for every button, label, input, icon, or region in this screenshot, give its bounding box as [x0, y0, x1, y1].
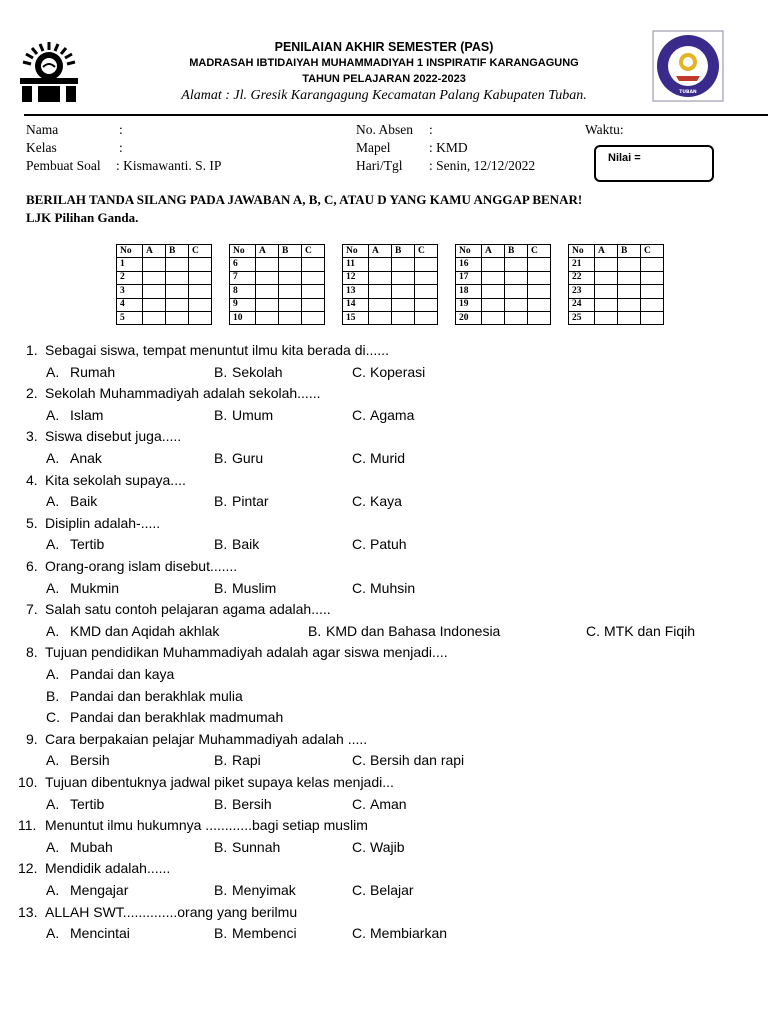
option-letter[interactable]: B.	[214, 536, 228, 553]
svg-text:TUBAN: TUBAN	[679, 90, 697, 95]
option-letter[interactable]: B.	[214, 363, 228, 380]
answer-cell[interactable]	[595, 285, 618, 298]
instruction-text: BERILAH TANDA SILANG PADA JAWABAN A, B, C, ATAU D YANG KAMU ANGGAP BENAR!	[26, 192, 583, 207]
exam-title: PENILAIAN AKHIR SEMESTER (PAS)	[274, 40, 494, 54]
answer-table-header: C	[641, 245, 664, 258]
nilai-label: Nilai =	[608, 152, 641, 164]
option-letter[interactable]: C.	[586, 622, 600, 639]
option-text[interactable]: Membiarkan	[370, 925, 448, 942]
answer-cell[interactable]	[369, 271, 392, 284]
answer-table-header: B	[505, 245, 528, 258]
answer-cell[interactable]	[256, 271, 279, 284]
answer-cell[interactable]	[595, 311, 618, 324]
answer-cell[interactable]	[415, 311, 438, 324]
option-letter[interactable]: A.	[46, 622, 60, 639]
answer-cell[interactable]	[189, 271, 212, 284]
waktu-label: Waktu:	[585, 122, 624, 137]
nama-field[interactable]: :	[119, 122, 123, 137]
answer-cell[interactable]	[641, 298, 664, 311]
answer-row	[456, 258, 551, 271]
mapel-label: Mapel	[356, 140, 391, 155]
answer-cell[interactable]	[256, 285, 279, 298]
answer-table-header: No	[569, 245, 595, 258]
option-letter[interactable]: B.	[214, 925, 228, 942]
option-letter[interactable]: B.	[214, 579, 228, 596]
answer-row	[456, 298, 551, 311]
answer-table-header: A	[595, 245, 618, 258]
option-letter[interactable]: A.	[46, 882, 60, 898]
answer-number: 6	[230, 258, 256, 271]
option-text[interactable]: Anak	[70, 450, 102, 466]
answer-number: 17	[456, 271, 482, 284]
answer-cell[interactable]	[528, 258, 551, 271]
answer-table-header: A	[143, 245, 166, 258]
option-text[interactable]: Pandai dan kaya	[70, 666, 175, 682]
option-letter[interactable]: C.	[352, 752, 366, 769]
option-text[interactable]: Guru	[232, 450, 264, 466]
answer-cell[interactable]	[302, 298, 325, 311]
option-text[interactable]: Baik	[70, 493, 98, 510]
answer-number: 22	[569, 271, 595, 284]
answer-row	[569, 271, 664, 284]
answer-table-3	[342, 244, 438, 325]
answer-cell[interactable]	[505, 298, 528, 311]
question-number: 6.	[26, 558, 38, 574]
answer-table-header: C	[302, 245, 325, 258]
answer-cell[interactable]	[143, 285, 166, 298]
absen-label: No. Absen	[356, 122, 413, 137]
answer-row	[569, 298, 664, 311]
option-letter[interactable]: A.	[46, 536, 60, 553]
option-letter[interactable]: A.	[46, 752, 60, 769]
answer-cell[interactable]	[528, 298, 551, 311]
answer-number: 20	[456, 311, 482, 324]
answer-cell[interactable]	[166, 298, 189, 311]
question-number: 10.	[18, 774, 38, 790]
option-text[interactable]: Sunnah	[232, 838, 281, 855]
answer-table-header: A	[369, 245, 392, 258]
answer-cell[interactable]	[302, 285, 325, 298]
nama-label: Nama	[26, 122, 59, 137]
answer-cell[interactable]	[189, 298, 212, 311]
option-letter[interactable]: A.	[46, 450, 60, 466]
option-text[interactable]: Menyimak	[232, 882, 296, 898]
answer-cell[interactable]	[482, 285, 505, 298]
option-text[interactable]: Tertib	[70, 795, 105, 812]
answer-cell[interactable]	[505, 258, 528, 271]
question-number: 4.	[26, 471, 38, 488]
answer-number: 1	[117, 258, 143, 271]
option-text[interactable]: KMD dan Aqidah akhlak	[70, 622, 220, 639]
answer-cell[interactable]	[482, 271, 505, 284]
answer-number: 10	[230, 311, 256, 324]
answer-cell[interactable]	[618, 298, 641, 311]
answer-row	[230, 271, 325, 284]
answer-row	[343, 271, 438, 284]
answer-cell[interactable]	[482, 298, 505, 311]
question-text: Sebagai siswa, tempat menuntut ilmu kita berada di......	[45, 342, 389, 358]
option-text[interactable]: Sekolah	[232, 363, 283, 380]
option-letter[interactable]: C.	[352, 406, 366, 423]
question-number: 5.	[26, 514, 38, 531]
option-text[interactable]: Muhsin	[370, 579, 416, 596]
answer-row	[117, 298, 212, 311]
answer-row	[569, 311, 664, 324]
answer-table-1	[116, 244, 212, 325]
school-address: Alamat : Jl. Gresik Karangagung Kecamatan Palang Kabupaten Tuban.	[181, 88, 587, 103]
answer-cell[interactable]	[528, 271, 551, 284]
question-number: 13.	[18, 903, 38, 920]
option-letter[interactable]: C.	[352, 795, 366, 812]
question-text: Sekolah Muhammadiyah adalah sekolah......	[45, 385, 321, 402]
answer-table-header: A	[256, 245, 279, 258]
answer-cell[interactable]	[415, 271, 438, 284]
option-text[interactable]: Muslim	[232, 579, 277, 596]
option-letter[interactable]: C.	[352, 925, 366, 942]
answer-cell[interactable]	[392, 311, 415, 324]
answer-row	[343, 298, 438, 311]
school-badge-icon	[652, 30, 724, 102]
answer-row	[343, 311, 438, 324]
option-text[interactable]: Membenci	[232, 925, 297, 942]
answer-table-header: B	[279, 245, 302, 258]
option-text[interactable]: Rumah	[70, 363, 116, 380]
answer-table-5	[568, 244, 664, 325]
question-number: 12.	[18, 860, 38, 877]
answer-cell[interactable]	[279, 271, 302, 284]
option-text[interactable]: Islam	[70, 406, 104, 423]
answer-cell[interactable]	[392, 258, 415, 271]
answer-row	[343, 258, 438, 271]
option-text[interactable]: Tertib	[70, 536, 105, 553]
option-letter[interactable]: B.	[214, 493, 228, 510]
answer-cell[interactable]	[415, 258, 438, 271]
answer-cell[interactable]	[166, 258, 189, 271]
answer-table-header: C	[415, 245, 438, 258]
answer-cell[interactable]	[302, 311, 325, 324]
option-letter[interactable]: B.	[214, 752, 228, 769]
answer-table-4	[455, 244, 551, 325]
answer-cell[interactable]	[143, 298, 166, 311]
answer-number: 7	[230, 271, 256, 284]
option-text[interactable]: Kaya	[370, 493, 402, 510]
question-text: Salah satu contoh pelajaran agama adalah.....	[45, 601, 331, 618]
answer-row	[456, 271, 551, 284]
answer-number: 15	[343, 311, 369, 324]
kelas-field[interactable]: :	[119, 140, 123, 155]
answer-table-header: B	[392, 245, 415, 258]
answer-cell[interactable]	[166, 271, 189, 284]
option-letter[interactable]: B.	[214, 406, 228, 423]
option-letter[interactable]: A.	[46, 666, 60, 682]
answer-cell[interactable]	[595, 298, 618, 311]
option-letter[interactable]: A.	[46, 363, 60, 380]
option-letter[interactable]: B.	[214, 450, 228, 466]
answer-table-header: B	[166, 245, 189, 258]
question-number: 1.	[26, 342, 38, 358]
answer-cell[interactable]	[641, 271, 664, 284]
answer-row	[117, 258, 212, 271]
question-text: Menuntut ilmu hukumnya ............bagi setiap muslim	[45, 817, 368, 834]
answer-cell[interactable]	[415, 285, 438, 298]
question-text: Tujuan dibentuknya jadwal piket supaya kelas menjadi...	[45, 774, 394, 790]
answer-table-header: No	[117, 245, 143, 258]
answer-cell[interactable]	[505, 271, 528, 284]
school-name: MADRASAH IBTIDAIYAH MUHAMMADIYAH 1 INSPIRATIF KARANGAGUNG	[189, 57, 579, 69]
answer-cell[interactable]	[166, 285, 189, 298]
option-text[interactable]: Mencintai	[70, 925, 130, 942]
answer-cell[interactable]	[189, 258, 212, 271]
header-rule	[24, 114, 768, 116]
answer-cell[interactable]	[618, 258, 641, 271]
option-letter[interactable]: C.	[352, 882, 366, 898]
answer-number: 12	[343, 271, 369, 284]
option-text[interactable]: Mubah	[70, 838, 113, 855]
option-text[interactable]: Baik	[232, 536, 260, 553]
option-text[interactable]: Umum	[232, 406, 274, 423]
option-letter[interactable]: B.	[46, 687, 60, 704]
question-text: Siswa disebut juga.....	[45, 428, 182, 445]
option-letter[interactable]: C.	[352, 536, 366, 553]
answer-table-header: C	[528, 245, 551, 258]
question-number: 2.	[26, 385, 38, 402]
option-text[interactable]: Pandai dan berakhlak madmumah	[70, 709, 284, 726]
answer-row	[117, 271, 212, 284]
answer-cell[interactable]	[166, 311, 189, 324]
question-number: 11.	[18, 817, 37, 834]
pembuat-label: Pembuat Soal	[26, 158, 101, 173]
answer-cell[interactable]	[392, 271, 415, 284]
question-text: ALLAH SWT..............orang yang berilmu	[45, 903, 298, 920]
option-text[interactable]: Agama	[370, 406, 415, 423]
answer-table-header: A	[482, 245, 505, 258]
option-text[interactable]: Wajib	[370, 838, 405, 855]
option-text[interactable]: Belajar	[370, 882, 414, 898]
answer-table-header: C	[189, 245, 212, 258]
option-text[interactable]: Pandai dan berakhlak mulia	[70, 687, 243, 704]
answer-row	[343, 285, 438, 298]
answer-cell[interactable]	[482, 311, 505, 324]
answer-row	[117, 311, 212, 324]
answer-cell[interactable]	[595, 258, 618, 271]
option-text[interactable]: KMD dan Bahasa Indonesia	[326, 622, 501, 639]
option-text[interactable]: Patuh	[370, 536, 407, 553]
answer-table-2	[229, 244, 325, 325]
mapel-value: : KMD	[429, 140, 468, 155]
option-text[interactable]: Bersih	[70, 752, 110, 769]
answer-number: 4	[117, 298, 143, 311]
answer-cell[interactable]	[279, 298, 302, 311]
answer-number: 2	[117, 271, 143, 284]
answer-table-header: No	[456, 245, 482, 258]
question-text: Kita sekolah supaya....	[45, 471, 186, 488]
question-number: 9.	[26, 730, 38, 747]
option-letter[interactable]: B.	[214, 882, 228, 898]
answer-number: 5	[117, 311, 143, 324]
answer-cell[interactable]	[302, 258, 325, 271]
question-number: 8.	[26, 644, 38, 661]
answer-number: 9	[230, 298, 256, 311]
option-letter[interactable]: A.	[46, 406, 60, 423]
absen-field[interactable]: :	[429, 122, 433, 137]
option-letter[interactable]: A.	[46, 838, 60, 855]
option-letter[interactable]: C.	[352, 579, 366, 596]
question-text: Disiplin adalah-.....	[45, 514, 161, 531]
answer-number: 23	[569, 285, 595, 298]
answer-cell[interactable]	[302, 271, 325, 284]
answer-cell[interactable]	[369, 258, 392, 271]
option-letter[interactable]: C.	[352, 363, 366, 380]
answer-number: 25	[569, 311, 595, 324]
answer-cell[interactable]	[505, 285, 528, 298]
answer-number: 3	[117, 285, 143, 298]
option-letter[interactable]: C.	[352, 838, 366, 855]
answer-cell[interactable]	[256, 258, 279, 271]
answer-number: 18	[456, 285, 482, 298]
option-letter[interactable]: A.	[46, 493, 60, 510]
option-text[interactable]: Bersih	[232, 795, 272, 812]
answer-cell[interactable]	[189, 311, 212, 324]
answer-cell[interactable]	[641, 311, 664, 324]
answer-number: 13	[343, 285, 369, 298]
option-letter[interactable]: B.	[308, 622, 322, 639]
question-text: Orang-orang islam disebut.......	[45, 558, 238, 574]
answer-row	[569, 285, 664, 298]
answer-number: 11	[343, 258, 369, 271]
answer-number: 8	[230, 285, 256, 298]
answer-cell[interactable]	[595, 271, 618, 284]
option-letter[interactable]: C.	[352, 493, 366, 510]
answer-cell[interactable]	[143, 258, 166, 271]
answer-cell[interactable]	[369, 285, 392, 298]
answer-number: 16	[456, 258, 482, 271]
question-text: Mendidik adalah......	[45, 860, 171, 877]
answer-table-header: B	[618, 245, 641, 258]
answer-number: 24	[569, 298, 595, 311]
option-text[interactable]: Aman	[370, 795, 407, 812]
school-year: TAHUN PELAJARAN 2022-2023	[302, 73, 466, 85]
answer-cell[interactable]	[189, 285, 212, 298]
hari-value: : Senin, 12/12/2022	[429, 158, 536, 173]
option-letter[interactable]: A.	[46, 795, 60, 812]
question-number: 3.	[26, 428, 38, 445]
option-text[interactable]: Bersih dan rapi	[370, 752, 465, 769]
question-text: Tujuan pendidikan Muhammadiyah adalah agar siswa menjadi....	[45, 644, 448, 661]
option-text[interactable]: Mukmin	[70, 579, 120, 596]
answer-number: 21	[569, 258, 595, 271]
answer-cell[interactable]	[392, 298, 415, 311]
answer-cell[interactable]	[528, 285, 551, 298]
option-text[interactable]: Murid	[370, 450, 406, 466]
option-letter[interactable]: B.	[214, 838, 228, 855]
answer-cell[interactable]	[528, 311, 551, 324]
option-text[interactable]: MTK dan Fiqih	[604, 622, 696, 639]
option-text[interactable]: Koperasi	[370, 363, 426, 380]
option-letter[interactable]: A.	[46, 579, 60, 596]
pembuat-value: : Kismawanti. S. IP	[116, 158, 222, 173]
option-letter[interactable]: C.	[352, 450, 366, 466]
answer-table-header: No	[230, 245, 256, 258]
answer-row	[230, 258, 325, 271]
answer-cell[interactable]	[392, 285, 415, 298]
answer-cell[interactable]	[369, 298, 392, 311]
kelas-label: Kelas	[26, 140, 57, 155]
answer-cell[interactable]	[279, 311, 302, 324]
option-text[interactable]: Rapi	[232, 752, 261, 769]
answer-number: 14	[343, 298, 369, 311]
answer-cell[interactable]	[143, 311, 166, 324]
answer-table-header: No	[343, 245, 369, 258]
answer-row	[456, 285, 551, 298]
answer-cell[interactable]	[618, 311, 641, 324]
option-text[interactable]: Pintar	[232, 493, 269, 510]
answer-cell[interactable]	[618, 285, 641, 298]
question-number: 7.	[26, 601, 38, 618]
answer-cell[interactable]	[641, 285, 664, 298]
option-letter[interactable]: A.	[46, 925, 60, 942]
answer-cell[interactable]	[143, 271, 166, 284]
answer-row	[456, 311, 551, 324]
answer-cell[interactable]	[256, 311, 279, 324]
answer-cell[interactable]	[618, 271, 641, 284]
answer-cell[interactable]	[641, 258, 664, 271]
answer-cell[interactable]	[369, 311, 392, 324]
question-text: Cara berpakaian pelajar Muhammadiyah adalah .....	[45, 730, 368, 747]
answer-number: 19	[456, 298, 482, 311]
answer-cell[interactable]	[279, 285, 302, 298]
option-text[interactable]: Mengajar	[70, 882, 129, 898]
answer-row	[569, 258, 664, 271]
answer-row	[230, 298, 325, 311]
hari-label: Hari/Tgl	[356, 158, 403, 173]
option-letter[interactable]: C.	[46, 709, 60, 726]
answer-cell[interactable]	[415, 298, 438, 311]
answer-cell[interactable]	[279, 258, 302, 271]
ljk-label: LJK Pilihan Ganda.	[26, 210, 139, 225]
answer-row	[230, 311, 325, 324]
answer-cell[interactable]	[256, 298, 279, 311]
answer-cell[interactable]	[482, 258, 505, 271]
option-letter[interactable]: B.	[214, 795, 228, 812]
answer-cell[interactable]	[505, 311, 528, 324]
answer-row	[230, 285, 325, 298]
answer-row	[117, 285, 212, 298]
